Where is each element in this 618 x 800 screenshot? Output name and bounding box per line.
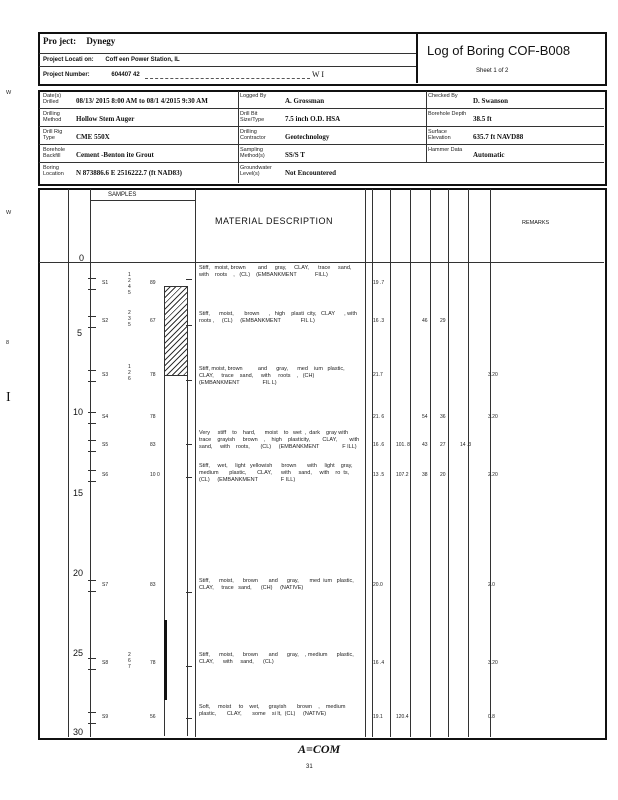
depth-label: 0 (79, 253, 85, 263)
stratum-line (186, 477, 192, 478)
margin-mark: W (6, 210, 12, 216)
sample-row (90, 272, 603, 300)
sampling-label: Sampling Method(s) (240, 147, 265, 159)
left-margin (6, 90, 20, 790)
lab-value-c: 29 (440, 318, 446, 324)
depth-label: 5 (77, 328, 83, 338)
stratum-line (186, 592, 192, 593)
margin-mark: W (6, 90, 12, 96)
material-description: Soft, moist to wet, grayish brown , medium plastic, CLAY, some si lt, (CL) (NATIVE) (199, 704, 346, 717)
sampler-icon (88, 712, 96, 724)
recovery: 83 (150, 582, 156, 588)
lab-value-wc: 20.0 (373, 582, 383, 588)
lab-value-d: 14 .3 (460, 442, 472, 448)
material-header: MATERIAL DESCRIPTION (215, 216, 334, 226)
lab-value-e: 2.20 (488, 472, 498, 478)
depth-label: 10 (73, 407, 84, 417)
depth-label: 20 (73, 568, 84, 578)
date-label: Date(s) Drilled (43, 93, 62, 105)
groundwater-label: Groundwater Level(s) (240, 165, 272, 177)
recovery: 89 (150, 280, 156, 286)
sample-id: S3 (102, 372, 109, 378)
material-description: Very stiff to hard, moist to wet , dark gray with trace grayish brown , high plasticity, CLAY, with sand, with roots, (CL) (EMBANKMENT F ILL) (199, 430, 360, 450)
lab-value-b: 46 (422, 318, 428, 324)
remarks-header: REMARKS (522, 220, 550, 226)
number-value: 604407 42 (111, 72, 140, 78)
logged-label: Logged By (240, 93, 267, 99)
method-label: Drilling Method (43, 111, 62, 123)
stratum-line (186, 279, 192, 280)
lab-value-b: 43 (422, 442, 428, 448)
lab-value-a: 107.2 (396, 472, 409, 478)
material-description: Stiff, moist, brown and gray, med ium plastic, CLAY, trace sand, (CH) (NATIVE) (199, 578, 354, 591)
depth-value: 38.5 ft (473, 115, 492, 123)
samples-header: SAMPLES (108, 192, 137, 198)
rig-label: Drill Rig Type (43, 129, 63, 141)
stratum-line (186, 325, 192, 326)
method-value: Hollow Stem Auger (76, 115, 135, 123)
project-value: Dynegy (86, 36, 116, 46)
elevation-value: 635.7 ft NAVD88 (473, 133, 524, 141)
logged-value: A. Grossman (285, 97, 325, 105)
recovery: 10 0 (150, 472, 160, 478)
lab-value-e: 3.20 (488, 660, 498, 666)
depth-label: 15 (73, 488, 84, 498)
depth-label: 25 (73, 648, 84, 658)
company-logo: A=COM (298, 742, 341, 756)
material-description: Stiff, moist, brown and gray, CLAY, trace sand, with roots , (CL) (EMBANKMENT FILL) (199, 265, 352, 278)
lab-value-b: 54 (422, 414, 428, 420)
lab-value-wc: 13 .5 (373, 472, 385, 478)
lab-value-wc: 19 .7 (373, 280, 385, 286)
number-field (43, 72, 140, 79)
log-title: Log of Boring COF-B008 (427, 43, 571, 58)
lab-value-b: 38 (422, 472, 428, 478)
blow-counts: 1 2 4 5 (128, 272, 131, 296)
sheet-number: Sheet 1 of 2 (476, 68, 509, 74)
location-value-info: N 873886.6 E 2516222.7 (ft NAD83) (76, 169, 182, 177)
hammer-label: Hammer Data (428, 147, 463, 153)
sample-id: S1 (102, 280, 109, 286)
sample-id: S4 (102, 414, 109, 420)
lab-value-e: 2.0 (488, 582, 495, 588)
location-label-info: Boring Location (43, 165, 64, 177)
recovery: 67 (150, 318, 156, 324)
lab-value-wc: 16 .3 (373, 318, 385, 324)
page-number: 31 (306, 764, 313, 770)
checked-label: Checked By (428, 93, 458, 99)
location-label: Project Locati on: (43, 57, 94, 63)
blow-counts: 2 3 5 (128, 310, 131, 328)
sample-id: S6 (102, 472, 109, 478)
checked-value: D. Swanson (473, 97, 509, 105)
blow-counts: 2 6 7 (128, 652, 131, 670)
sampler-icon (88, 470, 96, 482)
number-underline (145, 78, 310, 79)
blow-counts: 1 2 6 (128, 364, 131, 382)
recovery: 78 (150, 660, 156, 666)
recovery: 78 (150, 414, 156, 420)
date-value: 08/13/ 2015 8:00 AM to 08/1 4/2015 9:30 AM (76, 97, 208, 105)
backfill-label: Borehole Backfill (43, 147, 66, 159)
sampler-icon (88, 412, 96, 424)
stratum-line (186, 666, 192, 667)
lab-value-e: 3.20 (488, 414, 498, 420)
lab-value-e: 3.20 (488, 372, 498, 378)
margin-mark: I (6, 390, 11, 405)
sampler-icon (88, 580, 96, 592)
contractor-label: Drilling Contractor (240, 129, 266, 141)
sampler-icon (88, 440, 96, 452)
groundwater-value: Not Encountered (285, 169, 337, 177)
location-field (43, 57, 180, 64)
material-description: Stiff, moist, brown and gray, , medium plastic, CLAY, with sand, (CL) (199, 652, 354, 665)
recovery: 56 (150, 714, 156, 720)
project-label: Pro ject: (43, 36, 77, 46)
depth-label: 30 (73, 727, 84, 737)
margin-mark: 8 (6, 340, 10, 346)
lab-value-c: 36 (440, 414, 446, 420)
sample-id: S8 (102, 660, 109, 666)
lab-value-wc: 16 .6 (373, 442, 385, 448)
lab-value-e: 0.8 (488, 714, 495, 720)
sample-id: S9 (102, 714, 109, 720)
sample-id: S7 (102, 582, 109, 588)
lab-value-wc: 16 .4 (373, 660, 385, 666)
material-description: Stiff, moist, brown , high plasti city, CLAY , with roots , (CL) (EMBANKMENT FIL L) (199, 311, 357, 324)
recovery: 78 (150, 372, 156, 378)
rig-value: CME 550X (76, 133, 110, 141)
recovery: 83 (150, 442, 156, 448)
elevation-label: Surface Elevation (428, 129, 451, 141)
sampler-icon (88, 278, 96, 290)
lab-value-wc: 21.7 (373, 372, 383, 378)
material-description: Stiff, moist, brown and gray, med ium plastic, CLAY, trace sand, with roots , (CH) (EMBANKMENT FIL L) (199, 366, 345, 386)
lab-value-a: 120.4 (396, 714, 409, 720)
number-label: Project Number: (43, 72, 90, 78)
backfill-value: Cement -Benton ite Grout (76, 151, 154, 159)
contractor-value: Geotechnology (285, 133, 330, 141)
lab-value-wc: 19.1 (373, 714, 383, 720)
stratum-line (186, 380, 192, 381)
project-field (43, 36, 115, 46)
header-mark: W I (312, 70, 325, 79)
stratum-line (186, 718, 192, 719)
sample-id: S5 (102, 442, 109, 448)
lab-value-a: 101. 8 (396, 442, 410, 448)
lab-value-c: 27 (440, 442, 446, 448)
sampling-value: SS/S T (285, 151, 305, 159)
sample-id: S2 (102, 318, 109, 324)
depth-scale (70, 253, 90, 737)
bit-label: Drill Bit Size/Type (240, 111, 265, 123)
hammer-value: Automatic (473, 151, 505, 159)
sampler-icon (88, 370, 96, 382)
bit-value: 7.5 inch O.D. HSA (285, 115, 341, 123)
sampler-icon (88, 316, 96, 328)
stratum-line (186, 444, 192, 445)
sampler-icon (88, 658, 96, 670)
lab-value-wc: 21. 6 (373, 414, 385, 420)
location-value: Coff een Power Station, IL (105, 57, 180, 63)
lab-value-c: 20 (440, 472, 446, 478)
material-description: Stiff, wet, light yellowish brown with light gray, medium plastic, CLAY, with sand, with ro ts, (CL) (EMBANKMENT F ILL) (199, 463, 353, 483)
depth-label: Borehole Depth (428, 111, 467, 117)
